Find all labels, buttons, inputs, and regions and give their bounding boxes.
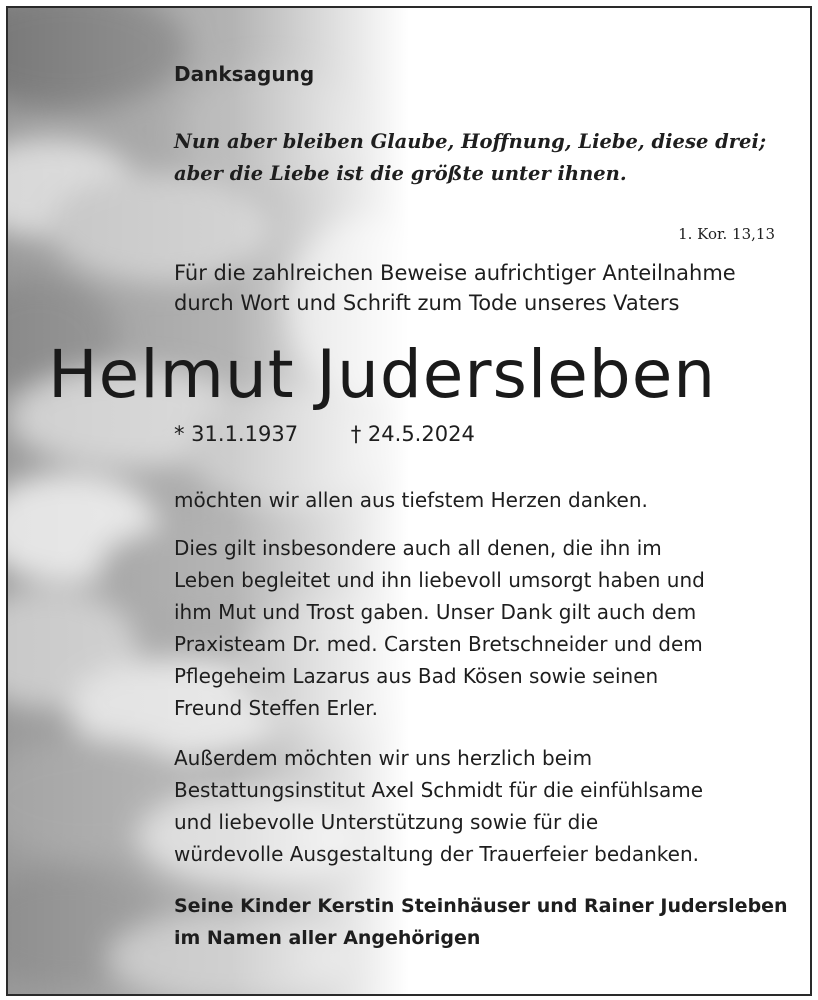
life-dates	[174, 422, 475, 446]
signature	[174, 890, 788, 954]
intro-line: durch Wort und Schrift zum Tode unseres Vaters	[174, 291, 680, 315]
paragraph-line: Außerdem möchten wir uns herzlich beim	[174, 746, 593, 770]
quote-line: Nun aber bleiben Glaube, Hoffnung, Liebe, diese drei;	[174, 130, 767, 153]
intro-text	[174, 258, 736, 318]
paragraph-thanks-caregivers	[174, 532, 705, 724]
paragraph-line: und liebevolle Unterstützung sowie für die	[174, 810, 599, 834]
paragraph-line: Bestattungsinstitut Axel Schmidt für die einfühlsame	[174, 778, 704, 802]
paragraph-line: Freund Steffen Erler.	[174, 696, 378, 720]
heading-danksagung: Danksagung	[174, 62, 315, 86]
birth-date: * 31.1.1937	[174, 422, 299, 446]
paragraph-thanks-funeral-home	[174, 742, 703, 870]
thanks-line: möchten wir allen aus tiefstem Herzen danken.	[174, 488, 648, 512]
paragraph-line: Dies gilt insbesondere auch all denen, die ihn im	[174, 536, 662, 560]
deceased-name: Helmut Judersleben	[48, 336, 717, 413]
intro-line: Für die zahlreichen Beweise aufrichtiger Anteilnahme	[174, 261, 736, 285]
paragraph-line: Praxisteam Dr. med. Carsten Bretschneider und dem	[174, 632, 703, 656]
paragraph-line: Leben begleitet und ihn liebevoll umsorgt haben und	[174, 568, 705, 592]
quote-line: aber die Liebe ist die größte unter ihnen.	[174, 162, 627, 185]
paragraph-line: Pflegeheim Lazarus aus Bad Kösen sowie seinen	[174, 664, 659, 688]
death-date: † 24.5.2024	[350, 422, 475, 446]
paragraph-line: ihm Mut und Trost gaben. Unser Dank gilt auch dem	[174, 600, 697, 624]
quote-reference: 1. Kor. 13,13	[678, 225, 775, 243]
signature-line: Seine Kinder Kerstin Steinhäuser und Rainer Judersleben	[174, 895, 788, 917]
obituary-notice	[6, 6, 812, 996]
bible-quote	[174, 126, 766, 190]
signature-line: im Namen aller Angehörigen	[174, 927, 481, 949]
paragraph-line: würdevolle Ausgestaltung der Trauerfeier bedanken.	[174, 842, 700, 866]
